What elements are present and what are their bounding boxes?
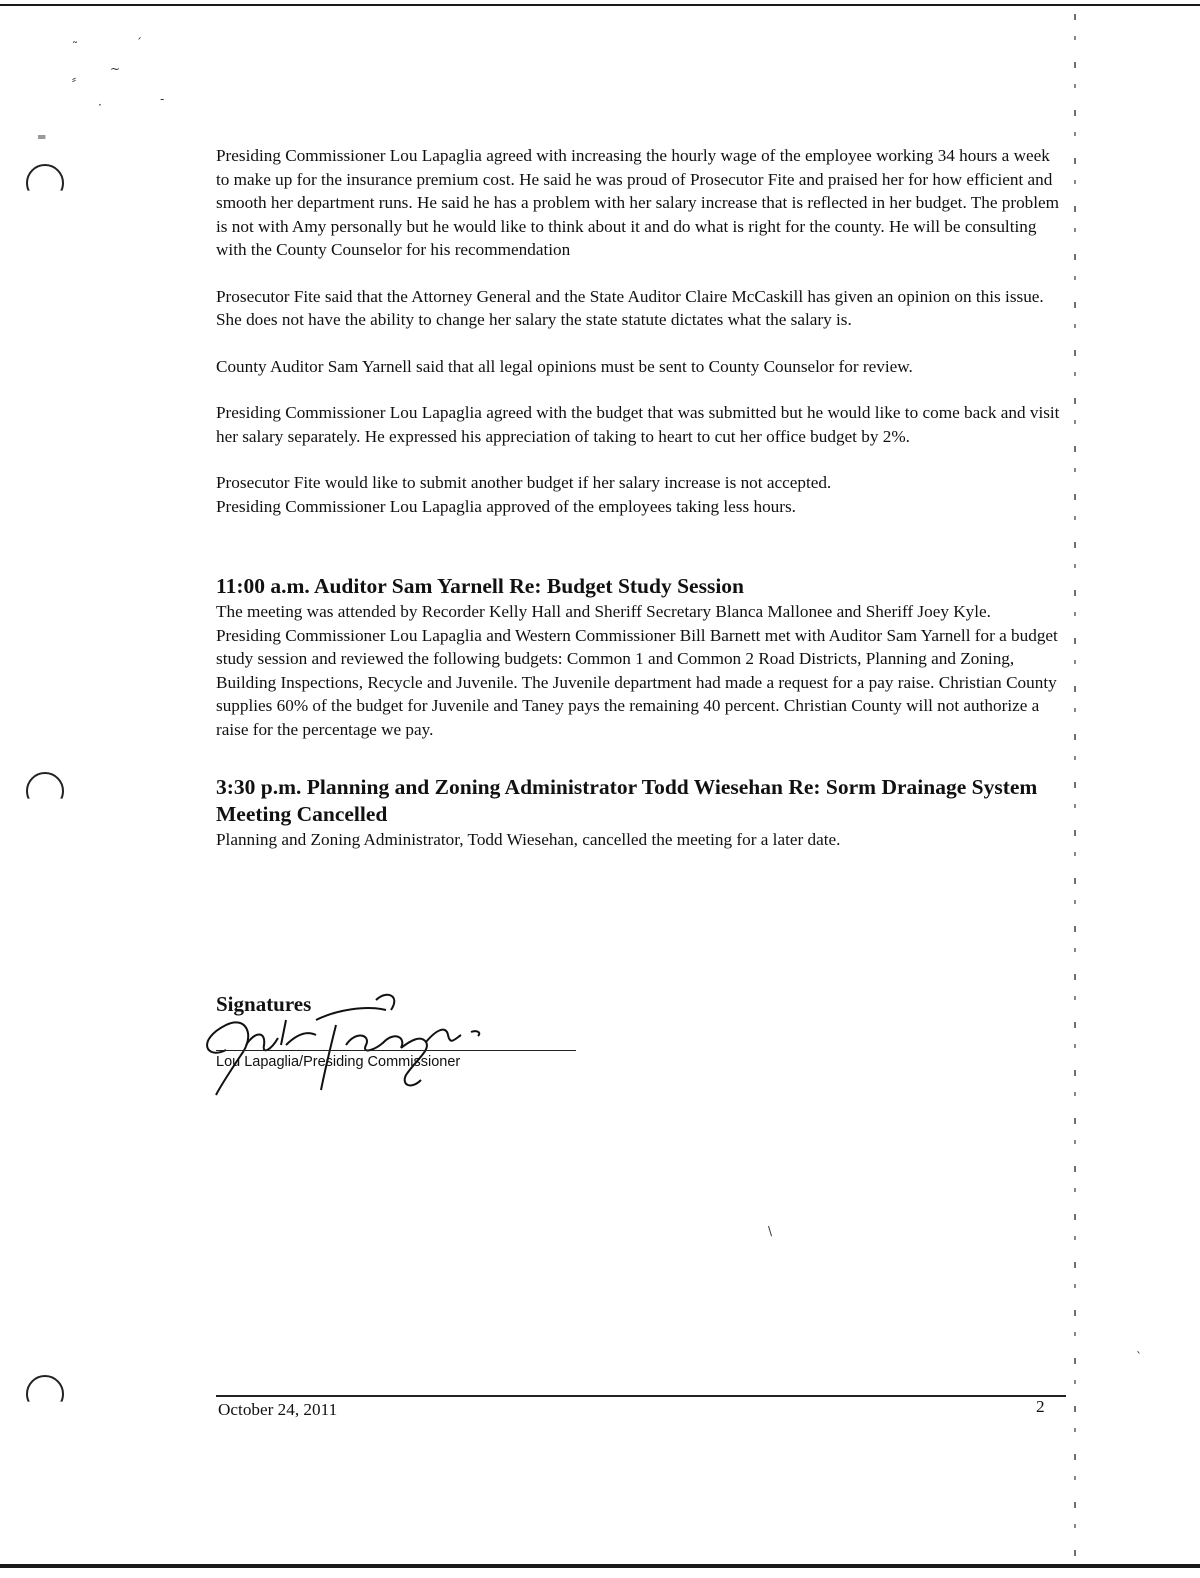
footer-date: October 24, 2011 xyxy=(218,1400,338,1419)
paragraph: Prosecutor Fite said that the Attorney General and the State Auditor Claire McCaskill has given an opinion on this issue. She does not have the ability to change her salary the state statute dictates what the salary is. xyxy=(216,286,1044,329)
section-body-budget: Presiding Commissioner Lou Lapaglia and Western Commissioner Bill Barnett met with Auditor Sam Yarnell for a budget study session and reviewed the following budgets: Common 1 and Common 2 Road Districts, Planning and Zoning, Building Inspections, Recycle and Juvenile. The Juvenile department had made a request for a pay raise. Christian County supplies 60% of the budget for Juvenile and Taney pays the remaining 40 percent. Christian County will not authorize a raise for the percentage we pay. xyxy=(216,625,1058,739)
bottom-scan-border xyxy=(0,1564,1200,1568)
scan-speck: ═ xyxy=(38,130,46,144)
scan-speck: ⸗ xyxy=(72,72,76,86)
section-attendance: The meeting was attended by Recorder Kelly Hall and Sheriff Secretary Blanca Mallonee and Sheriff Joey Kyle. xyxy=(216,602,991,621)
punch-hole-bottom xyxy=(26,1375,64,1413)
footer-rule xyxy=(216,1395,1066,1397)
scan-speck: · xyxy=(98,98,102,112)
paragraph: Presiding Commissioner Lou Lapaglia agreed with the budget that was submitted but he would like to come back and visit her salary separately. He expressed his appreciation of taking to heart to cut her office budget by 2%. xyxy=(216,403,1060,446)
signatures-block xyxy=(216,992,596,1102)
scan-speck: - xyxy=(160,92,165,106)
scan-speck: ˜ xyxy=(72,40,78,54)
punch-hole-middle xyxy=(26,772,64,810)
section-body-planning: Planning and Zoning Administrator, Todd Wiesehan, cancelled the meeting for a later date. xyxy=(216,830,841,849)
scan-speck: ~ xyxy=(110,62,121,76)
paragraph: Prosecutor Fite would like to submit another budget if her salary increase is not accepted. xyxy=(216,473,832,492)
document-body xyxy=(216,144,1062,852)
scan-speck: ` xyxy=(1136,1350,1142,1364)
top-scan-border xyxy=(0,4,1200,6)
paragraph: Presiding Commissioner Lou Lapaglia agreed with increasing the hourly wage of the employee working 34 hours a week to make up for the insurance premium cost. He said he was proud of Prosecutor Fite and praised her for how efficient and smooth her department runs. He said he has a problem with her salary increase that is reflected in her budget. The problem is not with Amy personally but he would like to think about it and do what is right for the county. He will be consulting with the County Counselor for his recommendation xyxy=(216,146,1060,259)
handwritten-signature xyxy=(186,990,526,1100)
paragraph: County Auditor Sam Yarnell said that all legal opinions must be sent to County Counselor for review. xyxy=(216,356,913,376)
right-scan-edge xyxy=(1074,14,1076,1559)
section-heading-budget: 11:00 a.m. Auditor Sam Yarnell Re: Budget Study Session xyxy=(216,574,745,598)
signatures-heading: Signatures xyxy=(216,992,312,1016)
signature-line xyxy=(216,1050,576,1051)
signature-caption: Lou Lapaglia/Presiding Commissioner xyxy=(216,1054,461,1070)
scan-speck: \ xyxy=(768,1224,773,1238)
scan-speck: ´ xyxy=(136,36,142,50)
punch-hole-top xyxy=(26,164,64,202)
section-heading-planning: 3:30 p.m. Planning and Zoning Administrator Todd Wiesehan Re: Sorm Drainage System Meeting Cancelled xyxy=(216,775,1038,826)
page-number: 2 xyxy=(1036,1397,1045,1416)
paragraph: Presiding Commissioner Lou Lapaglia approved of the employees taking less hours. xyxy=(216,496,796,516)
